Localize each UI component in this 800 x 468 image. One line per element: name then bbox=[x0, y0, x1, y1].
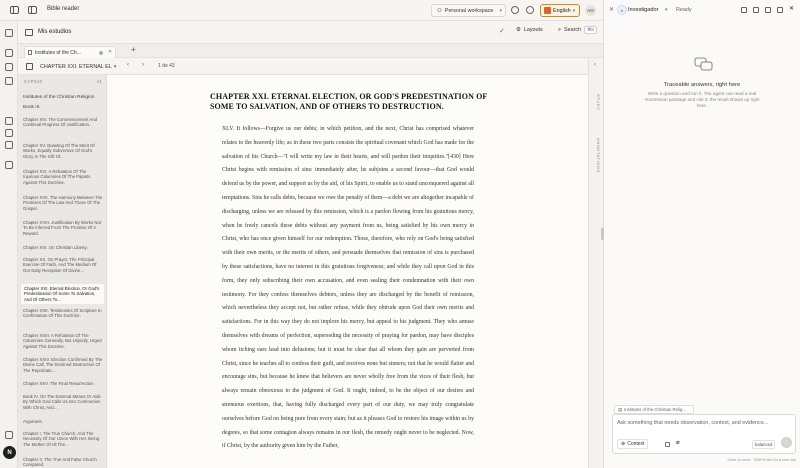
plus-icon: ⊕ bbox=[621, 441, 626, 447]
document-tabs bbox=[18, 44, 603, 58]
check-icon[interactable]: ✓ bbox=[499, 28, 505, 35]
chevron-down-icon: ▾ bbox=[113, 63, 117, 70]
search-label: Search bbox=[564, 27, 582, 33]
toc-item-active[interactable]: Chapter XXI. Eternal Election, Or God's Predestination Of Some To Salvation, And Of Others To... bbox=[21, 284, 104, 304]
context-button[interactable] bbox=[617, 439, 648, 449]
context-chip[interactable] bbox=[614, 405, 694, 414]
status-dot-icon bbox=[99, 51, 103, 55]
bible-logo-icon bbox=[10, 6, 19, 14]
assistant-header bbox=[604, 0, 800, 21]
layers-icon[interactable] bbox=[5, 77, 13, 85]
toc-count: 44 bbox=[96, 79, 102, 84]
document-icon: ▤ bbox=[618, 406, 623, 412]
workspace-icon: ⚇ bbox=[437, 7, 442, 14]
search-button[interactable] bbox=[558, 26, 597, 34]
folder-icon bbox=[25, 29, 33, 36]
top-bar bbox=[0, 0, 603, 21]
history-icon[interactable] bbox=[741, 7, 747, 13]
context-button-label: Context bbox=[627, 441, 645, 447]
mention-icon[interactable] bbox=[665, 442, 670, 447]
workspace-label: Personal workspace bbox=[444, 7, 494, 14]
chevron-down-icon: ▾ bbox=[572, 7, 576, 14]
next-page-button[interactable]: › bbox=[142, 62, 144, 68]
close-icon[interactable]: ✕ bbox=[108, 49, 113, 55]
toc-item[interactable]: Chapter I. The True Church, And The Necessity Of Our Union With Her, Being The Mother Of All The... bbox=[23, 431, 100, 447]
document-icon[interactable] bbox=[5, 117, 13, 125]
toc-item[interactable]: Chapter XXV. The Final Resurrection. bbox=[23, 381, 95, 386]
layout-icon: ⚙ bbox=[516, 27, 521, 33]
settings-icon[interactable] bbox=[765, 7, 771, 13]
page-indicator: 1 de 43 bbox=[158, 63, 175, 69]
expand-icon[interactable] bbox=[777, 7, 783, 13]
reader-toolbar bbox=[18, 58, 588, 75]
layouts-button[interactable] bbox=[516, 27, 543, 33]
table-of-contents bbox=[18, 75, 107, 468]
history-icon[interactable] bbox=[5, 161, 13, 169]
reader-side-rail bbox=[588, 58, 603, 468]
toc-item[interactable]: Chapter XIV. The Commencement And Continual Progress Of Justification. bbox=[23, 117, 98, 128]
chevron-down-icon: ▾ bbox=[499, 7, 502, 14]
toc-item[interactable]: Chapter XIX. On Christian Liberty. bbox=[23, 245, 88, 250]
layouts-label: Layouts bbox=[523, 27, 543, 33]
toc-item[interactable]: Chapter XX. On Prayer, The Principal Exercise Of Faith, And The Medium Of Our Daily Reception Of Divine... bbox=[23, 257, 97, 273]
collapse-icon[interactable]: ‹ bbox=[594, 62, 596, 68]
account-avatar[interactable]: AO bbox=[585, 5, 596, 16]
toc-header-label: CAPS10 bbox=[24, 79, 43, 84]
toc-header bbox=[24, 79, 102, 84]
prompt-input[interactable] bbox=[617, 420, 793, 432]
document-icon bbox=[28, 50, 32, 55]
flag-icon bbox=[544, 7, 551, 14]
toc-item[interactable]: Book IV. On The External Means Or Aids By Which God Calls Us Into Communion With Christ, And... bbox=[23, 394, 101, 410]
folder-icon[interactable] bbox=[5, 141, 13, 149]
user-avatar[interactable]: N bbox=[3, 446, 16, 459]
chapter-selector[interactable] bbox=[40, 61, 130, 72]
book-icon[interactable] bbox=[5, 49, 13, 57]
toc-item[interactable]: Chapter II. The True And False Church Compared. bbox=[23, 457, 97, 468]
empty-state-title: Traceable answers, right here bbox=[663, 82, 741, 88]
tab-label: Institutes of the Ch... bbox=[35, 49, 81, 56]
chat-bubbles-icon bbox=[694, 57, 714, 72]
language-label: English bbox=[553, 7, 571, 14]
toc-item[interactable]: Chapter XXIV. Election Confirmed By The Divine Call. The Destined Destruction Of The Reprobate... bbox=[23, 357, 103, 373]
shortcut-badge: ⌘K bbox=[584, 26, 597, 34]
composer-hint: Enter to send · Shift+Enter for a new line bbox=[727, 458, 796, 462]
chart-icon[interactable] bbox=[5, 129, 13, 137]
send-button[interactable]: ↑ bbox=[781, 437, 792, 448]
assistant-panel bbox=[604, 0, 800, 468]
chapter-select-label: CHAPTER XXI. ETERNAL EL bbox=[40, 63, 112, 70]
search-passage-icon[interactable] bbox=[5, 63, 13, 71]
toc-item[interactable]: Chapter XVIII. Justification By Works Not To Be Inferred From The Promise Of A Reward. bbox=[23, 220, 102, 236]
search-icon[interactable] bbox=[5, 29, 13, 37]
close-panel-icon[interactable]: ✕ bbox=[609, 7, 615, 13]
study-rail-label[interactable]: STUDY bbox=[596, 94, 601, 111]
sidebar-toggle-icon[interactable] bbox=[28, 6, 37, 14]
studies-title: Mis estudios bbox=[38, 29, 72, 35]
new-chat-icon[interactable] bbox=[753, 7, 759, 13]
theme-icon[interactable] bbox=[526, 6, 534, 14]
left-icon-rail bbox=[0, 21, 18, 468]
agent-name[interactable]: Investigador bbox=[628, 7, 659, 13]
chapter-body: XLV. It follows—Forgive us our debts; in which petition, and the next, Christ has comprised whatever relates to the heavenly life; as in these two parts consists the spiritual covenant which God has made for the salvation of his Church—"I will write my law in their hearts, and will pardon their iniquities."[430] Here Christ begins with remission of sins: immediately after, he subjoins a second favour—that God would defend us by the power, and support us by the aid, of his Spirit, to enable us to stand unconquered against all temptations. Sins he calls debts, because we owe the penalty of them—a debt we are altogether incapable of discharging, unless we are released by this remission, which is a pardon flowing from his gratuitous mercy, when he freely cancels these debts without any payment from us, being satisfied by his own mercy in Christ, who has once given himself for our redemption. Those, therefore, who rely on God's being satisfied with their own merits, or the merits of others, and persuade themselves that remission of sins is purchased by these satisfactions, have no interest in this gratuitous forgiveness; and while they call upon God in this form, they only subscribing their own accusation, and even sealing their condemnation with their own testimony. For they confess themselves debtors, unless they are discharged by the benefit of remission, which nevertheless they accept not, but rather refuse, while they obtrude upon God their own merits and satisfactions. For in this way they do not implore his mercy, but appeal to his judgment. They who amuse themselves with dreams of perfection, superseding the necessity of praying for pardon, may have disciples whom itching ears lead into delusions; but it must be clear that all whom they gain are perverted from Christ, since he teaches all to confess their guilt, and receives none but sinners; not that he would flatter and encourage sins, but because he knew that believers are never wholly free from the vices of their flesh, but always remain obnoxious to the judgment of God. It ought, indeed, to be the object of our desires and strenuous exertions, that, having fully discharged every part of our duty, we may truly congratulate ourselves before God on being pure from every stain; but as it pleases God to restore his image within us by degrees, so that some contagion always remains in our flesh, the remedy ought never to be neglected. Now, if Christ, by the authority given him by the Father, bbox=[222, 126, 474, 450]
toc-item[interactable]: Chapter XXII. Testimonies Of Scripture In Confirmation Of This Doctrine. bbox=[23, 308, 102, 319]
settings-icon[interactable] bbox=[5, 431, 13, 439]
prev-page-button[interactable]: ‹ bbox=[127, 62, 129, 68]
toc-item[interactable]: Book III. bbox=[23, 105, 41, 110]
add-tab-button[interactable]: + bbox=[131, 45, 136, 54]
agent-status: Ready bbox=[676, 7, 692, 13]
studies-header bbox=[18, 21, 603, 44]
composer bbox=[612, 414, 796, 454]
tab-institutes[interactable] bbox=[24, 46, 116, 58]
chapter-title: CHAPTER XXI. ETERNAL ELECTION, OR GOD'S PREDESTINATION OF SOME TO SALVATION, AND OF OTHERS TO DESTRUCTION. bbox=[210, 92, 488, 111]
toc-item[interactable]: Institutes of the Christian Religion bbox=[23, 95, 95, 100]
toc-item[interactable]: Chapter XXIII. A Refutation Of The Calumnies Generally, But Unjustly, Urged Against This Doctrine. bbox=[23, 333, 102, 349]
agent-avatar-icon: b bbox=[617, 5, 627, 15]
toc-item[interactable]: Chapter XVI. A Refutation Of The Injurious Calumnies Of The Papists Against This Doctrine. bbox=[23, 169, 91, 185]
reader-page bbox=[107, 75, 588, 468]
help-icon[interactable] bbox=[511, 6, 519, 14]
context-chip-label: Institutes of the Christian Relig... bbox=[624, 407, 686, 412]
app-title: Bible reader bbox=[47, 6, 80, 12]
language-selector[interactable] bbox=[540, 4, 580, 17]
toc-toggle-icon[interactable] bbox=[26, 63, 33, 70]
mode-badge[interactable]: balanced bbox=[752, 440, 775, 449]
empty-state-description: Write a question and run it. The agent can read a real YouVersion passage and cite it; the result shows up right here. bbox=[644, 91, 760, 108]
chevron-down-icon[interactable]: ▾ bbox=[665, 7, 668, 13]
annotations-rail-label[interactable]: ANNOTATIONS bbox=[596, 138, 601, 173]
attach-icon[interactable]: ⌀ bbox=[676, 440, 680, 446]
toc-item[interactable]: Argument. bbox=[23, 419, 43, 424]
workspace-selector[interactable] bbox=[431, 4, 506, 17]
toc-item[interactable]: Chapter XV. Boasting Of The Merit Of Works, Equally Subversive Of God's Glory In The Gift Of... bbox=[23, 143, 95, 159]
close-icon[interactable]: ✕ bbox=[789, 6, 795, 12]
search-icon: ⌕ bbox=[558, 26, 562, 33]
toc-item[interactable]: Chapter XVII. The Harmony Between The Promises Of The Law And Those Of The Gospel. bbox=[23, 195, 103, 211]
